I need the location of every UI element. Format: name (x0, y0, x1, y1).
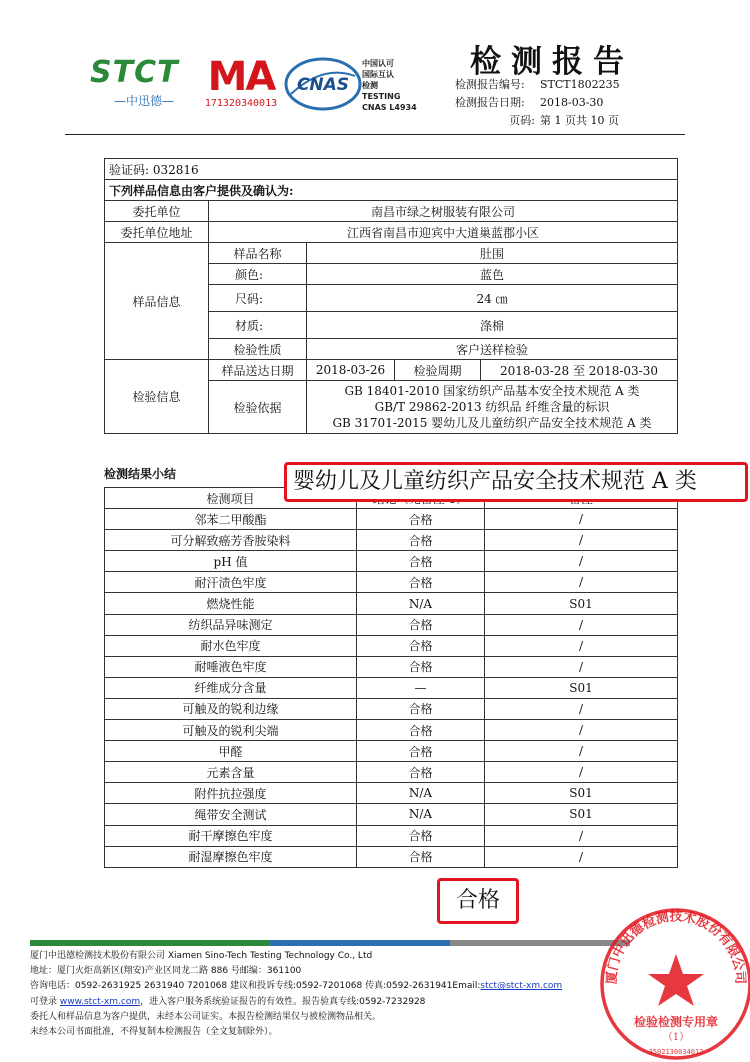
result-conclusion: 合格 (357, 551, 485, 572)
result-remark: / (485, 741, 678, 762)
inspection-info-label: 检验信息 (105, 360, 209, 434)
result-item: 耐汗渍色牢度 (105, 572, 357, 593)
results-header-cell: 检测项目 (105, 488, 357, 509)
sample-name-label: 样品名称 (209, 243, 307, 264)
result-conclusion: N/A (357, 783, 485, 804)
cnas-logo (283, 54, 363, 114)
seal-number: 3502130034012 (648, 1048, 704, 1056)
result-remark: S01 (485, 677, 678, 698)
result-conclusion: 合格 (357, 509, 485, 530)
result-item: pH 值 (105, 551, 357, 572)
verdict-callout: 合格 (437, 878, 519, 924)
results-section-title: 检测结果小结 (104, 467, 177, 481)
report-title: 检测报告 (470, 44, 634, 80)
result-remark: / (485, 656, 678, 677)
result-item: 纤维成分含量 (105, 677, 357, 698)
size-label: 尺码: (209, 285, 307, 312)
result-conclusion: 合格 (357, 635, 485, 656)
table-row (105, 614, 678, 635)
footer-address: 地址：厦门火炬高新区(翔安)产业区同龙二路 886 号邮编：361100 (30, 966, 302, 977)
result-item: 附件抗拉强度 (105, 783, 357, 804)
address-label: 委托单位地址 (105, 222, 209, 243)
result-conclusion: 合格 (357, 614, 485, 635)
result-item: 耐湿摩擦色牢度 (105, 846, 357, 867)
table-row (105, 509, 678, 530)
result-remark: S01 (485, 804, 678, 825)
result-item: 可触及的锐利边缘 (105, 698, 357, 719)
footer-info (30, 949, 610, 1040)
cnas-line: TESTING (362, 92, 401, 101)
result-conclusion: N/A (357, 804, 485, 825)
results-table (104, 487, 678, 868)
result-conclusion: 合格 (357, 572, 485, 593)
footer-contact (30, 979, 610, 994)
result-conclusion: 合格 (357, 825, 485, 846)
result-item: 邻苯二甲酸酯 (105, 509, 357, 530)
result-item: 燃烧性能 (105, 593, 357, 614)
table-row (105, 593, 678, 614)
footer-company: 厦门中迅德检测技术股份有限公司 Xiamen Sino-Tech Testing Technology Co., Ltd (30, 951, 373, 961)
result-item: 元素含量 (105, 762, 357, 783)
result-conclusion: 合格 (357, 698, 485, 719)
result-item: 甲醛 (105, 741, 357, 762)
result-remark: / (485, 614, 678, 635)
footer-verify-suffix: ，进入客户服务系统验证报告的有效性。报告验真专线:0592-7232928 (140, 996, 426, 1007)
table-row (105, 572, 678, 593)
result-remark: / (485, 825, 678, 846)
result-remark: / (485, 509, 678, 530)
table-row (105, 551, 678, 572)
client-label: 委托单位 (105, 201, 209, 222)
report-meta (455, 76, 620, 130)
basis-line: GB/T 29862-2013 纺织品 纤维含量的标识 (374, 400, 610, 414)
seal-ring-text: 厦门中迅德检测技术股份有限公司 (604, 909, 748, 985)
table-row (105, 720, 678, 741)
table-row (105, 635, 678, 656)
table-row (105, 783, 678, 804)
nature-label: 检验性质 (209, 339, 307, 360)
result-item: 可触及的锐利尖端 (105, 720, 357, 741)
result-item: 耐干摩擦色牢度 (105, 825, 357, 846)
result-item: 耐唾液色牢度 (105, 656, 357, 677)
footer-color-bar (30, 940, 630, 946)
result-remark: / (485, 551, 678, 572)
ma-number: 171320340013 (204, 98, 278, 109)
cnas-line: 中国认可 (362, 59, 394, 68)
period-value: 2018-03-28 至 2018-03-30 (481, 360, 678, 381)
footer-disclaimer: 委托人和样品信息为客户提供，未经本公司证实。本报告检测结果仅与被检测物品相关。 (30, 1011, 382, 1022)
ma-logo (198, 56, 284, 112)
star-icon (648, 954, 704, 1006)
sample-info-label: 样品信息 (105, 243, 209, 360)
result-conclusion: N/A (357, 593, 485, 614)
cnas-accreditation-text (362, 58, 417, 113)
sample-info-table (104, 158, 678, 434)
footer-verify-prefix: 可登录 (30, 996, 60, 1007)
result-remark: / (485, 572, 678, 593)
result-remark: / (485, 846, 678, 867)
page-label: 页码: (509, 114, 535, 127)
result-remark: / (485, 530, 678, 551)
table-row (105, 804, 678, 825)
send-date-label: 样品送达日期 (209, 360, 307, 381)
result-remark: / (485, 635, 678, 656)
result-conclusion: 合格 (357, 530, 485, 551)
footer-copy-notice: 未经本公司书面批准，不得复制本检测报告（全文复制除外）。 (30, 1027, 278, 1038)
report-date: 2018-03-30 (540, 96, 604, 109)
nature-value: 客户送样检验 (307, 339, 678, 360)
basis-label: 检验依据 (209, 381, 307, 434)
result-conclusion: 合格 (357, 762, 485, 783)
basis-line: GB 18401-2010 国家纺织产品基本安全技术规范 A 类 (344, 384, 640, 398)
report-no: STCT1802235 (540, 78, 620, 91)
result-conclusion: 合格 (357, 846, 485, 867)
result-remark: / (485, 698, 678, 719)
cnas-line: 检测 (362, 81, 378, 90)
footer-website-link[interactable]: www.stct-xm.com (59, 996, 141, 1007)
table-row (105, 530, 678, 551)
verify-code: 验证码: 032816 (105, 159, 678, 180)
material-label: 材质: (209, 312, 307, 339)
result-remark: / (485, 720, 678, 741)
result-item: 绳带安全测试 (105, 804, 357, 825)
result-conclusion: 合格 (357, 656, 485, 677)
send-date-value: 2018-03-26 (307, 360, 395, 381)
result-conclusion: 合格 (357, 720, 485, 741)
result-item: 纺织品异味测定 (105, 614, 357, 635)
footer-contact-text: 咨询电话：0592-2631925 2631940 7201068 建议和投诉专线:0592-7201068 传真:0592-2631941Email: (30, 981, 481, 992)
result-conclusion: 合格 (357, 741, 485, 762)
table-row (105, 698, 678, 719)
table-row (105, 825, 678, 846)
header-divider (65, 134, 685, 135)
result-item: 耐水色牢度 (105, 635, 357, 656)
period-label: 检验周期 (395, 360, 481, 381)
footer-verify (30, 995, 610, 1010)
cnas-line: 国际互认 (362, 70, 394, 79)
size-value: 24 ㎝ (307, 285, 678, 312)
result-remark: / (485, 762, 678, 783)
report-no-label: 检测报告编号: (455, 78, 525, 91)
stct-logo (90, 55, 198, 109)
result-remark: S01 (485, 593, 678, 614)
table-row (105, 741, 678, 762)
report-date-label: 检测报告日期: (455, 96, 525, 109)
result-remark: S01 (485, 783, 678, 804)
standard-callout: 婴幼儿及儿童纺织产品安全技术规范 A 类 (284, 462, 748, 502)
seal-sub-text: （1） (662, 1032, 690, 1043)
stct-logo-text: STCT (90, 55, 179, 90)
official-seal (598, 906, 750, 1062)
cnas-logo-text: CNAS (296, 75, 350, 95)
page-value: 第 1 页共 10 页 (540, 114, 619, 127)
address-value: 江西省南昌市迎宾中大道巢蓝郡小区 (209, 222, 678, 243)
provided-notice: 下列样品信息由客户提供及确认为: (105, 180, 678, 201)
footer-email-link[interactable]: stct@stct-xm.com (480, 981, 563, 992)
material-value: 涤棉 (307, 312, 678, 339)
color-value: 蓝色 (307, 264, 678, 285)
client-value: 南昌市绿之树服装有限公司 (209, 201, 678, 222)
ma-logo-text: MA (207, 54, 275, 100)
table-row (105, 656, 678, 677)
table-row (105, 762, 678, 783)
seal-center-text: 检验检测专用章 (633, 1015, 719, 1029)
basis-line: GB 31701-2015 婴幼儿及儿童纺织产品安全技术规范 A 类 (332, 416, 652, 430)
cnas-line: CNAS L4934 (362, 103, 417, 112)
basis-value (307, 381, 678, 434)
sample-name-value: 肚围 (307, 243, 678, 264)
result-conclusion: — (357, 677, 485, 698)
color-label: 颜色: (209, 264, 307, 285)
table-row (105, 846, 678, 867)
stct-logo-sub: —中迅德— (113, 94, 174, 108)
result-item: 可分解致癌芳香胺染料 (105, 530, 357, 551)
table-row (105, 677, 678, 698)
